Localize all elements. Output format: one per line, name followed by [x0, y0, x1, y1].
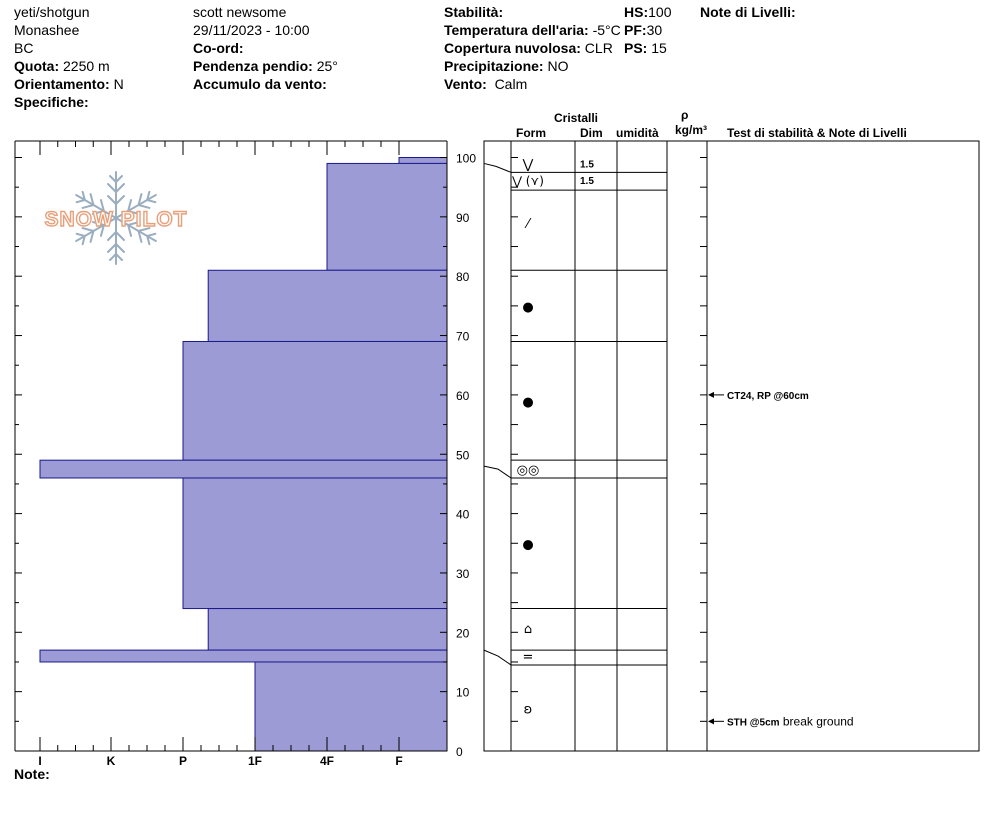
ps-label: PS:: [624, 40, 648, 56]
hardness-bar: [40, 650, 447, 662]
crystal-form-symbol: ʚ: [523, 702, 533, 718]
aspect-value: N: [113, 76, 124, 92]
density-unit-header: kg/m³: [675, 123, 708, 137]
stability-test-code: STH @5cm: [727, 717, 780, 729]
logo-text: SNOW PILOT: [44, 208, 188, 231]
height-tick-label: 40: [456, 507, 470, 522]
tests-notes-header: Test di stabilità & Note di Livelli: [727, 126, 907, 140]
elevation-label: Quota:: [14, 58, 60, 74]
hardness-bar: [255, 662, 447, 751]
specifics-label: Specifiche:: [14, 94, 89, 110]
stability-test-note: break ground: [779, 714, 854, 729]
height-tick-label: 0: [456, 745, 463, 759]
height-tick-label: 70: [456, 329, 470, 344]
hardness-bar: [40, 460, 447, 478]
form-header: Form: [516, 126, 546, 140]
wind-loading-label: Accumulo da vento:: [193, 76, 327, 92]
moisture-header: umidità: [616, 126, 659, 140]
wind-label: Vento:: [444, 76, 487, 92]
snowpilot-logo: [36, 168, 196, 268]
layer-connector-line: [484, 163, 511, 172]
coord-label: Co-ord:: [193, 40, 244, 56]
datetime-text: 29/11/2023 - 10:00: [193, 22, 310, 38]
air-temp-value: -5°C: [592, 22, 621, 38]
region-text: BC: [14, 40, 34, 56]
crystal-form-symbol: ●: [522, 537, 534, 553]
elevation-value: 2250 m: [63, 58, 110, 74]
crystal-form-symbol: =: [522, 650, 534, 666]
cloud-label: Copertura nuvolosa:: [444, 40, 581, 56]
hardness-bar: [327, 163, 447, 270]
air-temp-label: Temperatura dell'aria:: [444, 22, 589, 38]
hardness-tick-label: P: [178, 754, 188, 768]
stability-label: Stabilità:: [444, 4, 504, 20]
stability-test-label: [727, 391, 809, 402]
hardness-bar: [399, 158, 447, 164]
layer-notes-label: Note di Livelli:: [700, 4, 796, 20]
hs-value: 100: [648, 4, 672, 20]
slope-label: Pendenza pendio:: [193, 58, 313, 74]
wind-value: Calm: [494, 76, 528, 92]
height-tick-label: 90: [456, 210, 470, 225]
hardness-bar: [208, 270, 447, 341]
hardness-bar: [183, 341, 447, 460]
height-tick-label: 30: [456, 566, 470, 581]
note-label: Note:: [14, 766, 50, 782]
observer-text: scott newsome: [193, 4, 287, 20]
test-arrow-icon: [708, 718, 714, 724]
user-text: yeti/shotgun: [14, 4, 90, 20]
crystal-form-symbol: ●: [522, 299, 534, 315]
cloud-value: CLR: [584, 40, 613, 56]
crystal-size-value: 1.5: [580, 176, 594, 188]
ps-value: 15: [651, 40, 667, 56]
stability-test-label: [727, 714, 854, 728]
hardness-tick-label: 1F: [247, 754, 263, 768]
stability-test-code: CT24, RP @60cm: [727, 390, 809, 402]
crystal-form-symbol: ⁄: [526, 216, 530, 232]
crystal-form-symbol: ⋁ (⋎): [512, 174, 544, 189]
aspect-label: Orientamento:: [14, 76, 110, 92]
crystal-form-symbol: ⋁: [522, 157, 534, 173]
precip-label: Precipitazione:: [444, 58, 544, 74]
dim-header: Dim: [580, 126, 603, 140]
hardness-tick-label: K: [106, 754, 116, 768]
height-tick-label: 80: [456, 270, 470, 285]
layer-connector-line: [484, 466, 511, 478]
hardness-tick-label: F: [395, 754, 403, 768]
slope-value: 25°: [316, 58, 338, 74]
crystals-header: Cristalli: [554, 111, 599, 125]
hardness-tick-label: 4F: [319, 754, 335, 768]
crystal-form-symbol: ●: [522, 394, 534, 410]
crystal-form-symbol: ⌂: [523, 622, 533, 638]
height-tick-label: 10: [456, 685, 470, 700]
crystal-table-frame: [484, 141, 979, 751]
hardness-bar: [208, 609, 447, 651]
height-tick-label: 50: [456, 448, 470, 463]
rho-header: ρ: [681, 108, 689, 122]
height-tick-label: 60: [456, 388, 470, 403]
test-arrow-icon: [708, 392, 714, 398]
pf-value: 30: [646, 22, 663, 38]
hardness-tick-label: I: [38, 754, 42, 768]
layer-connector-line: [484, 650, 511, 665]
height-tick-label: 20: [456, 626, 470, 641]
hardness-bar: [183, 478, 447, 609]
range-text: Monashee: [14, 22, 80, 38]
crystal-form-symbol: ◎◎: [516, 463, 540, 479]
crystal-size-value: 1.5: [580, 159, 594, 171]
pf-label: PF:: [624, 22, 647, 38]
height-tick-label: 100: [456, 151, 477, 166]
hs-label: HS:: [624, 4, 649, 20]
precip-value: NO: [547, 58, 569, 74]
